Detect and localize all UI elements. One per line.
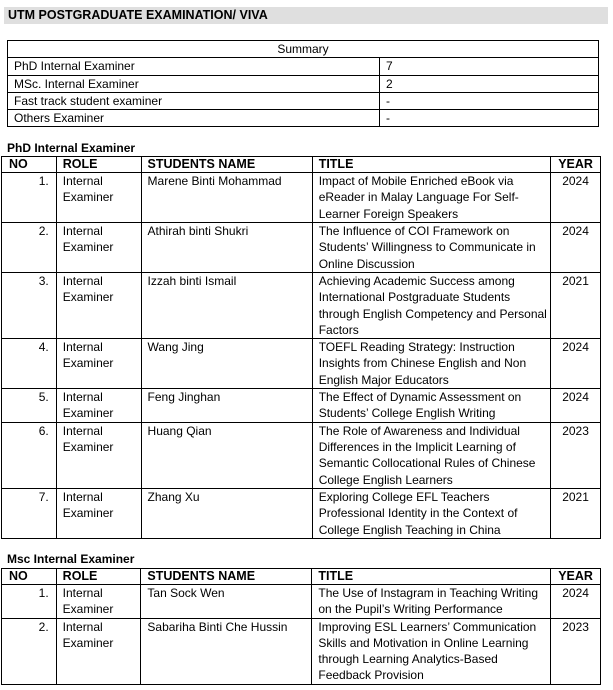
- row-role: Internal Examiner: [56, 389, 141, 423]
- column-header-role: ROLE: [56, 569, 141, 585]
- table-row: [2, 422, 601, 488]
- summary-heading: Summary: [8, 41, 599, 58]
- table-row: [2, 173, 601, 223]
- row-year: 2023: [551, 422, 601, 488]
- table-header-row: [2, 157, 601, 173]
- summary-row: [8, 58, 599, 75]
- column-header-no: NO: [2, 569, 57, 585]
- summary-label: Fast track student examiner: [8, 92, 380, 109]
- row-role: Internal Examiner: [56, 339, 141, 389]
- msc-examiner-table: [1, 568, 601, 685]
- row-student-name: Zhang Xu: [141, 488, 312, 538]
- summary-value: -: [380, 92, 599, 109]
- column-header-year: YEAR: [551, 569, 601, 585]
- table-row: [2, 585, 601, 619]
- row-student-name: Tan Sock Wen: [141, 585, 312, 619]
- row-title: The Role of Awareness and Individual Differences in the Implicit Learning of Semantic Collocational Rules of Chinese College English Learners: [312, 422, 550, 488]
- row-student-name: Sabariha Binti Che Hussin: [141, 618, 312, 684]
- row-title: The Use of Instagram in Teaching Writing on the Pupil’s Writing Performance: [312, 585, 551, 619]
- msc-section-title: Msc Internal Examiner: [7, 552, 135, 566]
- table-row: [2, 273, 601, 339]
- column-header-year: YEAR: [551, 157, 601, 173]
- row-student-name: Feng Jinghan: [141, 389, 312, 423]
- column-header-name: STUDENTS NAME: [141, 569, 312, 585]
- row-no: 5.: [2, 389, 57, 423]
- row-title: The Effect of Dynamic Assessment on Students’ College English Writing: [312, 389, 550, 423]
- row-title: Impact of Mobile Enriched eBook via eReader in Malay Language For Self-Learner Foreign Speakers: [312, 173, 550, 223]
- phd-section-title: PhD Internal Examiner: [7, 141, 136, 155]
- column-header-role: ROLE: [56, 157, 141, 173]
- row-year: 2021: [551, 273, 601, 339]
- summary-row: [8, 110, 599, 127]
- table-row: [2, 618, 601, 684]
- table-row: [2, 339, 601, 389]
- row-role: Internal Examiner: [56, 223, 141, 273]
- summary-label: MSc. Internal Examiner: [8, 75, 380, 92]
- table-header-row: [2, 569, 601, 585]
- row-year: 2024: [551, 223, 601, 273]
- summary-row: [8, 92, 599, 109]
- summary-row: [8, 75, 599, 92]
- column-header-no: NO: [2, 157, 57, 173]
- row-role: Internal Examiner: [56, 273, 141, 339]
- row-title: TOEFL Reading Strategy: Instruction Insights from Chinese English and Non English Major Educators: [312, 339, 550, 389]
- table-row: [2, 389, 601, 423]
- row-title: The Influence of COI Framework on Students’ Willingness to Communicate in Online Discussion: [312, 223, 550, 273]
- column-header-name: STUDENTS NAME: [141, 157, 312, 173]
- summary-value: 2: [380, 75, 599, 92]
- phd-examiner-table: [1, 156, 601, 539]
- row-role: Internal Examiner: [56, 173, 141, 223]
- row-year: 2021: [551, 488, 601, 538]
- row-role: Internal Examiner: [56, 488, 141, 538]
- row-student-name: Huang Qian: [141, 422, 312, 488]
- row-year: 2024: [551, 585, 601, 619]
- page-title: UTM POSTGRADUATE EXAMINATION/ VIVA: [8, 8, 268, 22]
- row-year: 2024: [551, 389, 601, 423]
- row-year: 2024: [551, 339, 601, 389]
- summary-value: 7: [380, 58, 599, 75]
- row-title: Achieving Academic Success among International Postgraduate Students through English Competency and Personal Factors: [312, 273, 550, 339]
- page-header-bar: [4, 7, 608, 24]
- row-role: Internal Examiner: [56, 585, 141, 619]
- table-row: [2, 223, 601, 273]
- summary-label: PhD Internal Examiner: [8, 58, 380, 75]
- column-header-title: TITLE: [312, 569, 551, 585]
- row-student-name: Wang Jing: [141, 339, 312, 389]
- summary-value: -: [380, 110, 599, 127]
- row-title: Exploring College EFL Teachers Professional Identity in the Context of College English Teaching in China: [312, 488, 550, 538]
- row-role: Internal Examiner: [56, 618, 141, 684]
- row-no: 6.: [2, 422, 57, 488]
- summary-table: [7, 40, 599, 127]
- row-no: 1.: [2, 173, 57, 223]
- column-header-title: TITLE: [312, 157, 550, 173]
- row-role: Internal Examiner: [56, 422, 141, 488]
- summary-header-row: [8, 41, 599, 58]
- row-student-name: Marene Binti Mohammad: [141, 173, 312, 223]
- row-no: 3.: [2, 273, 57, 339]
- row-student-name: Izzah binti Ismail: [141, 273, 312, 339]
- table-row: [2, 488, 601, 538]
- row-year: 2023: [551, 618, 601, 684]
- row-title: Improving ESL Learners’ Communication Skills and Motivation in Online Learning through Learning Analytics-Based Feedback Provision: [312, 618, 551, 684]
- row-year: 2024: [551, 173, 601, 223]
- row-no: 7.: [2, 488, 57, 538]
- summary-label: Others Examiner: [8, 110, 380, 127]
- row-no: 4.: [2, 339, 57, 389]
- row-no: 2.: [2, 618, 57, 684]
- row-student-name: Athirah binti Shukri: [141, 223, 312, 273]
- row-no: 1.: [2, 585, 57, 619]
- row-no: 2.: [2, 223, 57, 273]
